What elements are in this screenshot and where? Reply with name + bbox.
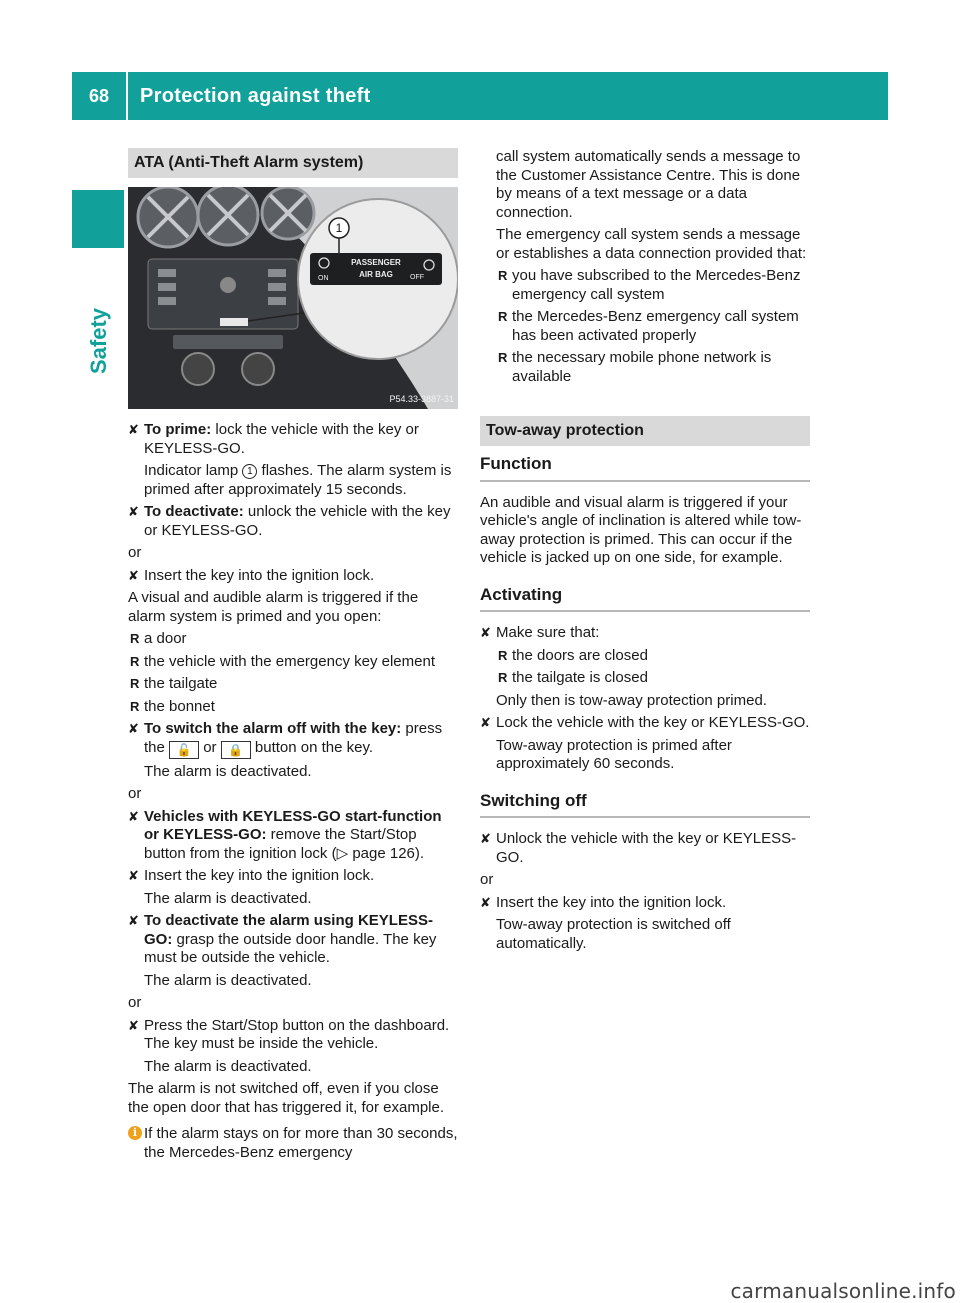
- photo-panel-on: ON: [318, 275, 329, 282]
- info-icon: i: [128, 1126, 142, 1140]
- photo-panel-bottom: AIR BAG: [359, 270, 393, 279]
- info-text: If the alarm stays on for more than 30 seconds, the Mercedes-Benz emergency: [144, 1125, 458, 1161]
- list-item: R the necessary mobile phone network is available: [496, 349, 810, 386]
- switched-off-text: Tow-away protection is switched off automatically.: [496, 916, 731, 952]
- step-insert-key: ✘ Insert the key into the ignition lock.: [128, 567, 458, 586]
- or-text: or: [128, 785, 142, 802]
- info-note: [128, 1125, 458, 1162]
- deactivated-text: The alarm is deactivated.: [144, 971, 312, 989]
- list-item: R the doors are closed: [496, 647, 810, 666]
- section-title-tow-away: Tow-away protection: [480, 416, 810, 446]
- list-item: R the bonnet: [128, 698, 458, 717]
- step-insert-key: ✘ Insert the key into the ignition lock.: [128, 867, 458, 886]
- subheading-activating: Activating: [480, 586, 810, 613]
- or-text: or: [480, 871, 494, 888]
- tow-primed-text: Tow-away protection is primed after approximately 60 seconds.: [496, 736, 732, 772]
- section-title-ata: ATA (Anti-Theft Alarm system): [128, 148, 458, 178]
- page-header: [72, 72, 888, 120]
- step-keyless-go: ✘ Vehicles with KEYLESS-GO start-function or KEYLESS-GO: remove the Start/Stop button from the ignition lock (▷ page 126).: [128, 808, 458, 864]
- alarm-trigger-text: A visual and audible alarm is triggered if the alarm system is primed and you open:: [128, 589, 419, 625]
- photo-callout-number: 1: [335, 221, 343, 235]
- right-column: [480, 148, 810, 957]
- only-then-text: Only then is tow-away protection primed.: [496, 691, 767, 709]
- step-deactivate: ✘ To deactivate: unlock the vehicle with the key or KEYLESS-GO.: [128, 503, 458, 540]
- lock-icon: 🔒: [221, 741, 251, 759]
- list-item: R the vehicle with the emergency key element: [128, 653, 458, 672]
- list-item: R the Mercedes-Benz emergency call system has been activated properly: [496, 308, 810, 345]
- callout-1-icon: 1: [242, 464, 257, 479]
- emergency-text: The emergency call system sends a message or establishes a data connection provided that:: [496, 226, 807, 262]
- deactivated-text: The alarm is deactivated.: [144, 762, 312, 780]
- list-item: R a door: [128, 630, 458, 649]
- subheading-function: Function: [480, 455, 810, 482]
- page-number: 68: [88, 86, 110, 106]
- step-switch-off-key: ✘ To switch the alarm off with the key: press the 🔓 or 🔒 button on the key.: [128, 720, 458, 759]
- not-switched-text: The alarm is not switched off, even if you close the open door that has triggered it, for example.: [128, 1080, 445, 1116]
- step-press-start: ✘ Press the Start/Stop button on the dashboard. The key must be inside the vehicle.: [128, 1017, 458, 1054]
- step-lock-vehicle: ✘ Lock the vehicle with the key or KEYLESS-GO.: [480, 714, 810, 733]
- step-make-sure: ✘ Make sure that:: [480, 624, 810, 643]
- deactivated-text: The alarm is deactivated.: [144, 889, 312, 907]
- prime-note: Indicator lamp 1 flashes. The alarm system is primed after approximately 15 seconds.: [144, 462, 452, 498]
- conditions-list: [480, 267, 810, 386]
- step-unlock-vehicle: ✘ Unlock the vehicle with the key or KEYLESS-GO.: [480, 830, 810, 867]
- unlock-icon: 🔓: [169, 741, 199, 759]
- photo-panel-top: PASSENGER: [351, 258, 401, 267]
- list-item: R the tailgate is closed: [496, 669, 810, 688]
- list-item: R the tailgate: [128, 675, 458, 694]
- step-insert-key: ✘ Insert the key into the ignition lock.: [480, 894, 810, 913]
- or-text: or: [128, 994, 142, 1011]
- dashboard-illustration: [128, 187, 458, 409]
- continued-text: call system automatically sends a message to the Customer Assistance Centre. This is done by means of a text message or a data connection.: [496, 148, 801, 221]
- or-text: or: [128, 544, 142, 561]
- header-divider: [126, 72, 128, 120]
- watermark: carmanualsonline.info: [730, 1278, 956, 1303]
- side-tab-marker: [72, 190, 124, 248]
- step-prime: ✘ To prime: lock the vehicle with the key or KEYLESS-GO.: [128, 421, 458, 458]
- step-deactivate-keyless: ✘ To deactivate the alarm using KEYLESS-GO: grasp the outside door handle. The key must be outside the vehicle.: [128, 912, 458, 968]
- make-sure-list: [480, 647, 810, 688]
- dashboard-photo: [128, 187, 458, 409]
- side-tab-label: Safety: [86, 307, 111, 374]
- page-title: Protection against theft: [140, 85, 371, 107]
- deactivated-text: The alarm is deactivated.: [144, 1057, 312, 1075]
- list-item: R you have subscribed to the Mercedes-Benz emergency call system: [496, 267, 810, 304]
- subheading-switching-off: Switching off: [480, 792, 810, 819]
- photo-code: P54.33-3887-31: [389, 394, 454, 404]
- page-ref-arrow-icon: ▷: [336, 844, 349, 862]
- function-text: An audible and visual alarm is triggered if your vehicle's angle of inclination is altered while tow-away protection is primed. This can occur if the vehicle is jacked up on one side, for example.: [480, 493, 802, 566]
- left-column: [128, 148, 458, 1162]
- photo-panel-off: OFF: [410, 274, 424, 281]
